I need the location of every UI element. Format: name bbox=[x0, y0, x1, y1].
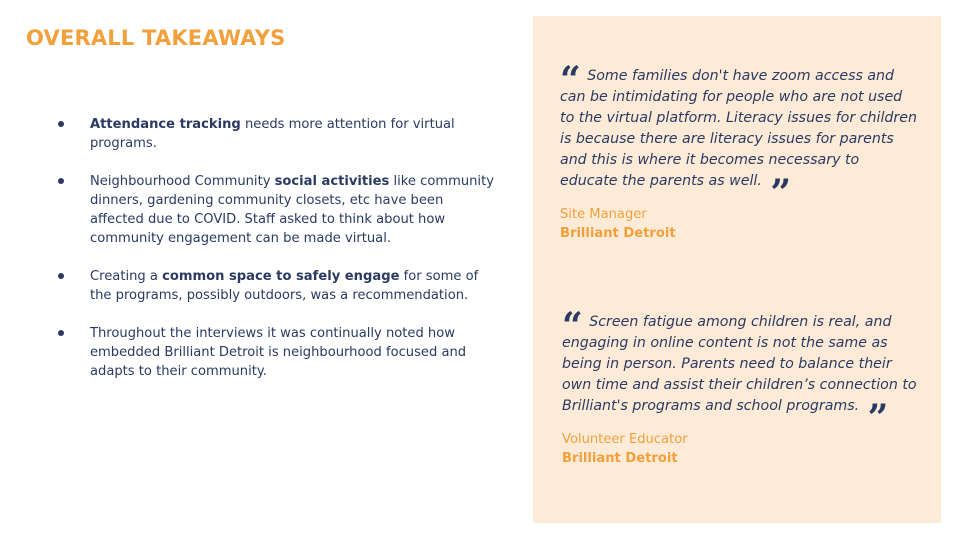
bullet-dot-icon bbox=[58, 273, 64, 279]
open-quote-icon: “ bbox=[562, 305, 583, 347]
takeaways-list bbox=[56, 115, 496, 400]
list-item bbox=[56, 172, 496, 248]
bullet-bold-text: Attendance tracking bbox=[90, 117, 241, 132]
bullet-text: Neighbourhood Community bbox=[90, 174, 275, 189]
page-title: OVERALL TAKEAWAYS bbox=[26, 26, 286, 50]
attribution-role: Site Manager bbox=[560, 207, 647, 222]
quote-volunteer-educator bbox=[562, 305, 922, 439]
bullet-bold-text: common space to safely engage bbox=[162, 269, 400, 284]
quote-attribution bbox=[560, 205, 676, 243]
bullet-text: needs more attention for virtual programs. bbox=[90, 117, 455, 151]
close-quote-icon: ” bbox=[867, 397, 889, 439]
quote-text: Some families don't have zoom access and can be intimidating for people who are not used to the virtual platform. Literacy issues for children is because there are literacy issues for parents and this is where it becomes necessary to educate the parents as well. bbox=[560, 68, 917, 189]
bullet-text: for some of the programs, possibly outdoors, was a recommendation. bbox=[90, 269, 479, 303]
attribution-org: Brilliant Detroit bbox=[560, 226, 676, 241]
quote-text: Screen fatigue among children is real, and engaging in online content is not the same as being in person. Parents need to balance their own time and assist their children’s connection to Brilliant's programs and school programs. bbox=[562, 314, 917, 414]
bullet-dot-icon bbox=[58, 178, 64, 184]
quote-site-manager bbox=[560, 59, 920, 214]
bullet-text: Throughout the interviews it was continually noted how embedded Brilliant Detroit is neighbourhood focused and adapts to their community. bbox=[90, 326, 467, 379]
attribution-org: Brilliant Detroit bbox=[562, 451, 678, 466]
close-quote-icon: ” bbox=[770, 172, 792, 214]
attribution-role: Volunteer Educator bbox=[562, 432, 688, 447]
list-item bbox=[56, 324, 496, 381]
bullet-dot-icon bbox=[58, 121, 64, 127]
open-quote-icon: “ bbox=[560, 59, 581, 101]
list-item bbox=[56, 115, 496, 153]
bullet-dot-icon bbox=[58, 330, 64, 336]
bullet-text: Creating a bbox=[90, 269, 163, 284]
bullet-bold-text: social activities bbox=[274, 174, 390, 189]
list-item bbox=[56, 267, 496, 305]
bullet-text: like community dinners, gardening community closets, etc have been affected due to COVID. Staff asked to think about how community engagement can be made virtual. bbox=[90, 174, 494, 246]
quote-attribution bbox=[562, 430, 688, 468]
